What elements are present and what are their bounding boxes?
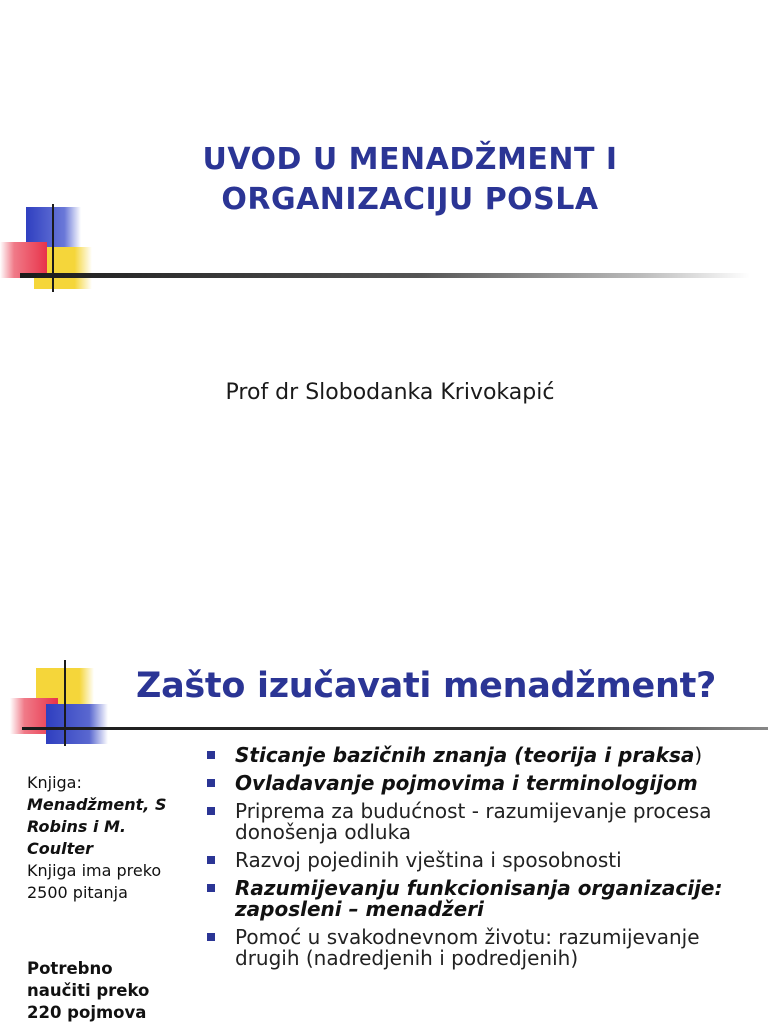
square-bullet-icon xyxy=(207,779,215,787)
square-bullet-icon xyxy=(207,751,215,759)
square-bullet-icon xyxy=(207,884,215,892)
list-item: Sticanje bazičnih znanja (teorija i praksa) xyxy=(202,745,762,766)
presentation-title xyxy=(120,140,700,220)
book-note: Knjiga ima preko 2500 pitanja xyxy=(27,861,162,902)
content-slide xyxy=(0,640,768,1024)
book-title: Menadžment, S Robins i M. Coulter xyxy=(27,795,167,858)
square-bullet-icon xyxy=(207,933,215,941)
list-item: Pomoć u svakodnevnom životu: razumijevanje drugih (nadredjenih i podredjenih) xyxy=(202,927,762,969)
book-label: Knjiga: xyxy=(27,773,82,792)
list-item: Priprema za budućnost - razumijevanje procesa donošenja odluka xyxy=(202,801,762,843)
list-item: Razumijevanju funkcionisanja organizacije: zaposleni – menadžeri xyxy=(202,878,762,920)
title-divider xyxy=(22,727,768,730)
square-bullet-icon xyxy=(207,856,215,864)
slide-title: Zašto izučavati menadžment? xyxy=(136,666,717,706)
blue-square-decoration xyxy=(46,704,108,744)
list-item: Ovladavanje pojmovima i terminologijom xyxy=(202,773,762,794)
list-item: Razvoj pojedinih vještina i sposobnosti xyxy=(202,850,762,871)
book-info xyxy=(27,772,192,904)
vertical-line-decoration xyxy=(52,204,54,292)
title-line-2: ORGANIZACIJU POSLA xyxy=(221,182,599,217)
title-divider xyxy=(20,273,750,278)
bullet-list xyxy=(202,745,762,976)
square-bullet-icon xyxy=(207,807,215,815)
title-line-1: UVOD U MENADŽMENT I xyxy=(202,142,618,177)
vertical-line-decoration xyxy=(64,660,66,746)
author-subtitle: Prof dr Slobodanka Krivokapić xyxy=(225,380,555,405)
terms-note: Potrebno naučiti preko 220 pojmova xyxy=(27,959,150,1022)
